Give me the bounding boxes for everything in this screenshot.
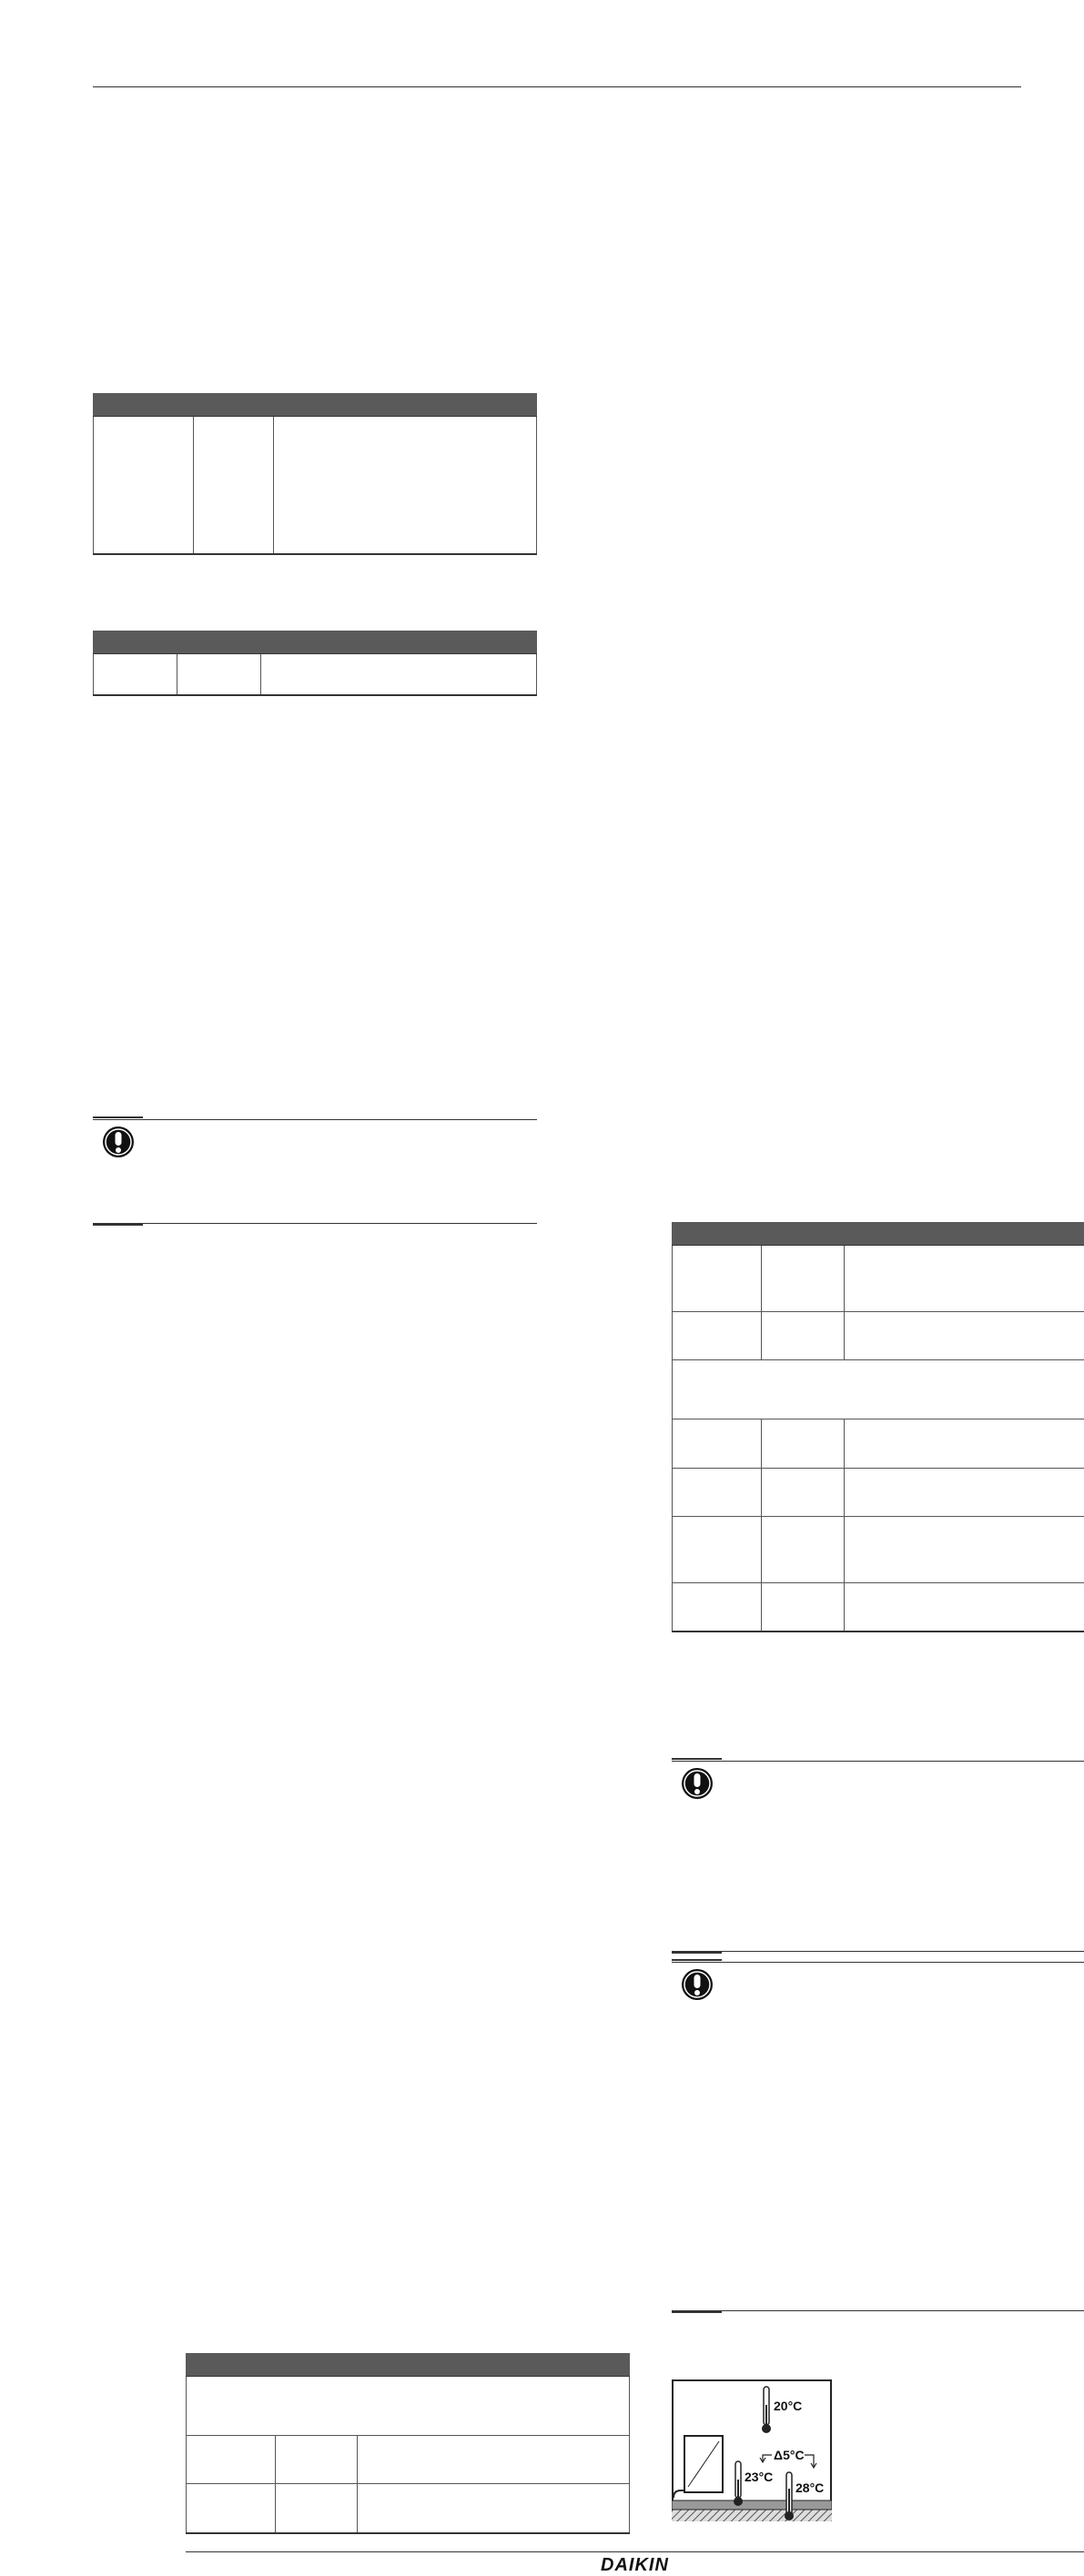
table-row [673, 1312, 1084, 1360]
exclamation-icon [681, 1767, 714, 1800]
table-header [94, 394, 537, 417]
settings-table-2 [93, 631, 537, 696]
exclamation-icon [681, 1968, 714, 2001]
settings-table-1 [93, 393, 537, 555]
room-temp-label: 20°C [774, 2399, 802, 2413]
notice-box-2 [672, 1761, 1084, 1952]
thermometer-icon [734, 2461, 743, 2506]
table-header [673, 1223, 1084, 1246]
settings-table-4 [672, 1222, 1084, 1632]
notice-box-1 [93, 1119, 537, 1224]
table-header [187, 2354, 630, 2377]
notice-box-3 [672, 1962, 1084, 2311]
table-row [673, 1583, 1084, 1632]
exclamation-icon [102, 1126, 135, 1158]
table-row [673, 1246, 1084, 1312]
water-temp-label: 28°C [795, 2480, 824, 2495]
table-header [94, 631, 537, 654]
table-row [187, 2484, 630, 2534]
header-rule [93, 86, 1021, 87]
settings-table-3 [186, 2353, 630, 2534]
table-row [673, 1469, 1084, 1517]
underfloor-heating-diagram [672, 2379, 832, 2521]
table-row [673, 1360, 1084, 1419]
table-row [187, 2377, 630, 2436]
floor-temp-label: 23°C [745, 2470, 773, 2484]
thermometer-icon [762, 2387, 771, 2433]
delta-label: Δ5°C [774, 2448, 805, 2462]
table-row [673, 1517, 1084, 1583]
table-row [673, 1419, 1084, 1469]
table-row [94, 417, 537, 555]
daikin-logo: DAIKIN [93, 2555, 1084, 2576]
table-row [187, 2436, 630, 2484]
footer-rule [186, 2551, 1084, 2552]
table-row [94, 654, 537, 696]
thermometer-icon [785, 2472, 794, 2520]
